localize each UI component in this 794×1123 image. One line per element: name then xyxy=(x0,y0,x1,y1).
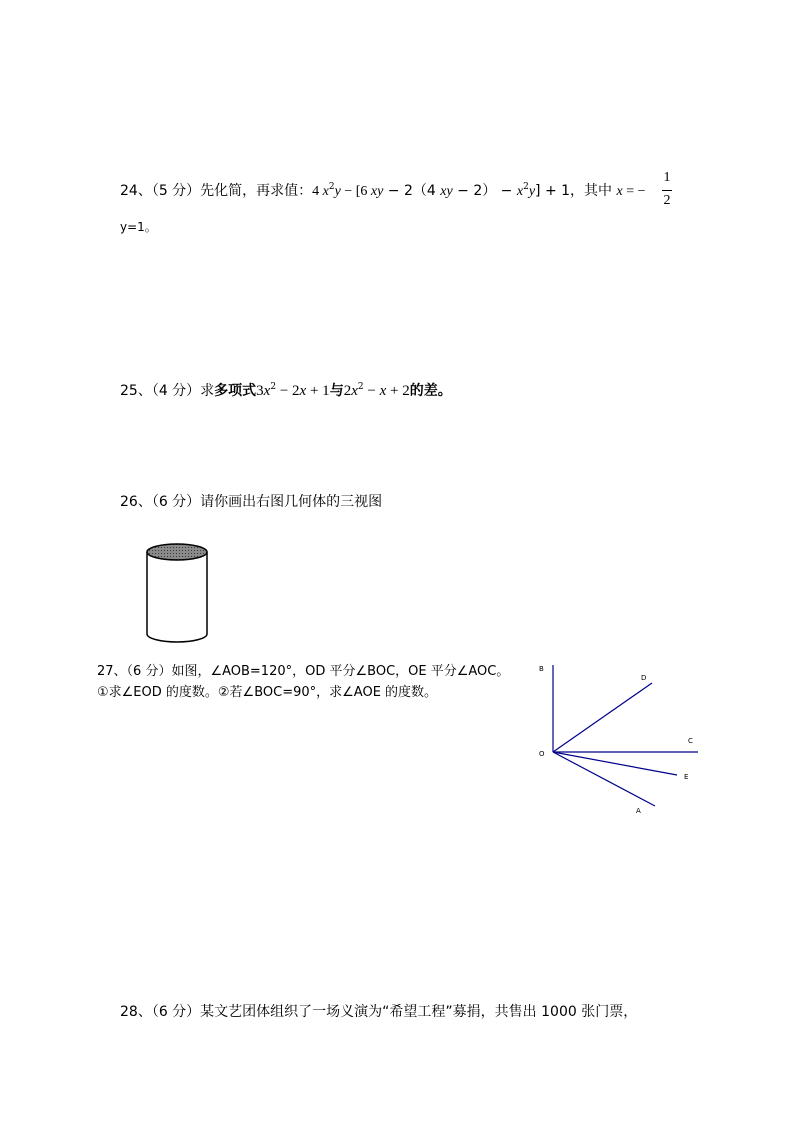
q24-prefix: 24、（5 分）先化简，再求值： xyxy=(120,183,313,199)
label-e: E xyxy=(684,773,689,781)
q25-poly2-exp: 2 xyxy=(357,382,364,392)
q25-poly1-x: x xyxy=(263,383,271,399)
question-25 xyxy=(120,380,452,400)
label-o: O xyxy=(539,750,545,758)
ray-od xyxy=(553,683,652,752)
label-c: C xyxy=(688,737,693,745)
cylinder-top xyxy=(147,544,207,560)
q24-xvar: x xyxy=(616,184,623,199)
q25-poly2-end: + 2 xyxy=(386,383,410,399)
question-24 xyxy=(120,180,646,200)
q24-coef: 4 xyxy=(312,184,323,199)
ray-oa xyxy=(553,752,655,806)
question-28: 28、（6 分）某文艺团体组织了一场义演为“希望工程”募捐，共售出 1000 张门票， xyxy=(120,1004,638,1020)
cylinder-body xyxy=(147,552,207,642)
q24-frac-num: 1 xyxy=(663,170,671,185)
q24-var-y2: y xyxy=(528,184,536,199)
q24-line2: y=1。 xyxy=(120,220,157,234)
q25-poly2-coef: 2 xyxy=(343,383,352,399)
label-d: D xyxy=(641,674,647,682)
q24-eq: = − xyxy=(622,184,646,199)
question-26: 26、（6 分）请你画出右图几何体的三视图 xyxy=(120,494,383,510)
q24-frac-bar xyxy=(662,190,672,191)
q24-term-d: − 2） − xyxy=(452,183,517,199)
q25-bold2: 与 xyxy=(329,383,344,399)
question-27-line2: ①求∠EOD 的度数。②若∠BOC=90°，求∠AOE 的度数。 xyxy=(97,685,438,700)
q24-var-xy: xy xyxy=(370,184,384,199)
q25-poly1-coef: 3 xyxy=(256,383,264,399)
q24-var-x2: x xyxy=(516,184,524,199)
q24-var-xy2: xy xyxy=(440,184,453,199)
q24-term-b: − [6 xyxy=(340,184,371,199)
q24-frac-den: 2 xyxy=(663,193,671,208)
cylinder-figure xyxy=(140,538,220,653)
label-b: B xyxy=(539,665,544,673)
angle-figure xyxy=(530,660,710,820)
q25-poly2-x2: x xyxy=(379,383,387,399)
q24-term-c: − 2（4 xyxy=(383,183,441,199)
q24-exp2: 2 xyxy=(523,182,529,192)
q25-poly1-exp: 2 xyxy=(270,382,277,392)
q24-term-e: ] + 1，其中 xyxy=(535,183,617,199)
q24-var-y: y xyxy=(334,184,341,199)
q25-bold3: 的差。 xyxy=(409,383,452,399)
q25-poly1-x2: x xyxy=(299,383,307,399)
q25-poly1-end: + 1 xyxy=(306,383,330,399)
q24-var-x: x xyxy=(322,184,329,199)
question-27-line1: 27、（6 分）如图，∠AOB=120°，OD 平分∠BOC，OE 平分∠AOC。 xyxy=(97,664,510,679)
q25-poly2-x: x xyxy=(351,383,358,399)
label-a: A xyxy=(636,807,641,815)
q25-bold1: 多项式 xyxy=(214,383,257,399)
q24-exp: 2 xyxy=(328,182,335,192)
q25-prefix: 25、（4 分）求 xyxy=(120,383,215,399)
q25-poly1-rest: − 2 xyxy=(276,383,300,399)
ray-oe xyxy=(553,752,677,775)
q25-poly2-rest: − xyxy=(363,383,380,399)
